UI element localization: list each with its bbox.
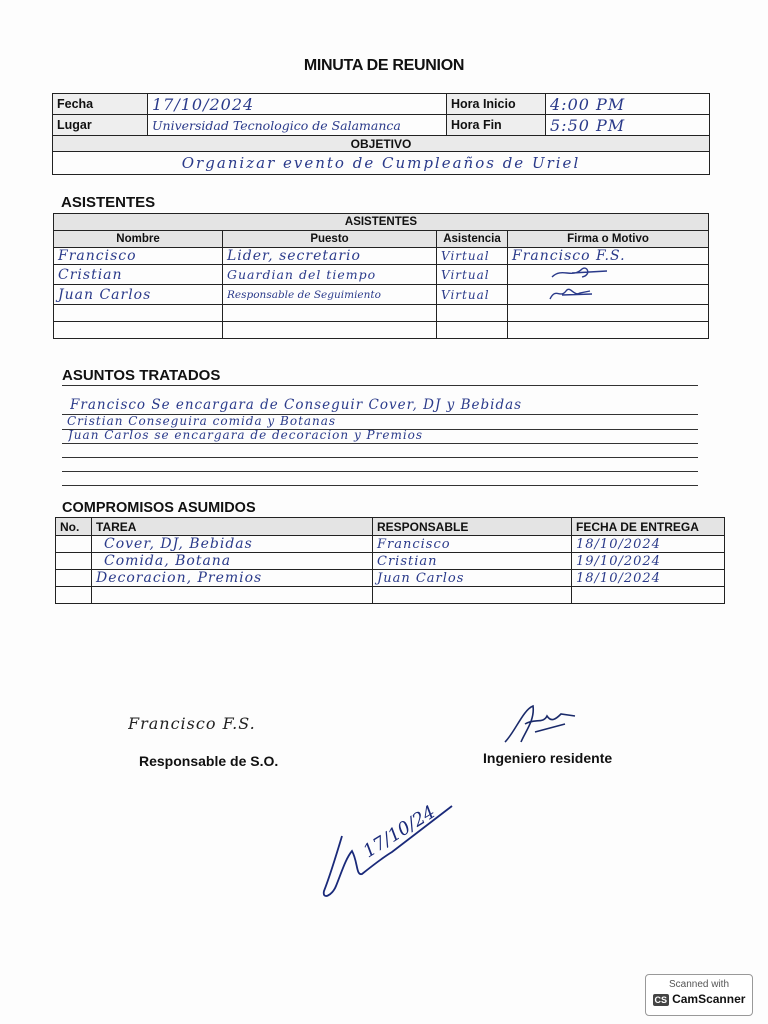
col-no: No. — [56, 518, 92, 536]
lugar-label: Lugar — [53, 115, 148, 136]
compromiso-no — [56, 536, 92, 553]
hora-fin-label: Hora Fin — [447, 115, 546, 136]
compromiso-tarea: Decoracion, Premios — [92, 570, 373, 587]
asunto-line: Juan Carlos se encargara de decoracion y Premios — [68, 428, 424, 442]
compromiso-responsable: Cristian — [373, 553, 572, 570]
table-row — [56, 570, 725, 587]
ingeniero-role-label: Ingeniero residente — [483, 750, 613, 766]
fecha-value: 17/10/2024 — [148, 94, 447, 115]
col-fecha-entrega: FECHA DE ENTREGA — [572, 518, 725, 536]
compromiso-responsable: Juan Carlos — [373, 570, 572, 587]
responsable-signature-name: Francisco F.S. — [128, 714, 256, 733]
lugar-value: Universidad Tecnologico de Salamanca — [148, 115, 447, 136]
asistente-firma-signature — [508, 265, 709, 285]
asistente-asistencia: Virtual — [437, 265, 508, 285]
signature-scribble — [512, 265, 632, 281]
hora-inicio-value: 4:00 PM — [546, 94, 710, 115]
camscanner-name: CamScanner — [672, 992, 746, 1006]
table-row — [54, 248, 709, 265]
compromiso-no — [56, 553, 92, 570]
table-row — [56, 536, 725, 553]
asistentes-table-title: ASISTENTES — [54, 214, 709, 231]
compromiso-tarea: Comida, Botana — [92, 553, 373, 570]
camscanner-badge — [645, 974, 753, 1016]
hora-fin-value: 5:50 PM — [546, 115, 710, 136]
table-row — [54, 265, 709, 285]
table-row — [56, 587, 725, 604]
responsable-role-label: Responsable de S.O. — [139, 753, 279, 769]
camscanner-line1: Scanned with — [668, 979, 730, 990]
compromiso-no — [56, 570, 92, 587]
compromisos-table — [55, 517, 725, 604]
col-asistencia: Asistencia — [437, 231, 508, 248]
compromiso-responsable: Francisco — [373, 536, 572, 553]
asistente-puesto: Guardian del tiempo — [223, 265, 437, 285]
asistente-puesto: Responsable de Seguimiento — [223, 285, 437, 305]
asistente-puesto: Lider, secretario — [223, 248, 437, 265]
table-row — [54, 322, 709, 339]
asistente-firma: Francisco F.S. — [508, 248, 709, 265]
asistente-nombre: Francisco — [54, 248, 223, 265]
asistentes-section-title: ASISTENTES — [61, 194, 156, 211]
table-row — [54, 285, 709, 305]
asistente-asistencia: Virtual — [437, 285, 508, 305]
ingeniero-signature-icon — [495, 702, 585, 748]
table-row — [56, 553, 725, 570]
hora-inicio-label: Hora Inicio — [447, 94, 546, 115]
asistente-nombre: Cristian — [54, 265, 223, 285]
compromisos-section-title: COMPROMISOS ASUMIDOS — [62, 500, 256, 516]
asistente-nombre: Juan Carlos — [54, 285, 223, 305]
document-title: MINUTA DE REUNION — [303, 57, 465, 74]
asuntos-section-title: ASUNTOS TRATADOS — [62, 367, 221, 384]
camscanner-brand — [646, 992, 752, 1006]
date-signature-stamp-icon — [312, 796, 472, 911]
signature-scribble — [512, 285, 632, 301]
asistentes-table — [53, 213, 709, 339]
objetivo-label: OBJETIVO — [53, 136, 710, 152]
table-row — [54, 305, 709, 322]
compromiso-fecha: 18/10/2024 — [572, 536, 725, 553]
col-puesto: Puesto — [223, 231, 437, 248]
asistente-firma-signature — [508, 285, 709, 305]
col-responsable: RESPONSABLE — [373, 518, 572, 536]
asuntos-lines — [62, 385, 698, 490]
compromiso-tarea: Cover, DJ, Bebidas — [92, 536, 373, 553]
stamp-date-text: 17/10/24 — [359, 801, 440, 863]
meeting-header-table — [52, 93, 710, 175]
col-nombre: Nombre — [54, 231, 223, 248]
camscanner-logo-icon: CS — [654, 995, 668, 1005]
fecha-label: Fecha — [53, 94, 148, 115]
asistente-asistencia: Virtual — [437, 248, 508, 265]
objetivo-value: Organizar evento de Cumpleaños de Uriel — [53, 152, 710, 175]
compromiso-fecha: 19/10/2024 — [572, 553, 725, 570]
col-tarea: TAREA — [92, 518, 373, 536]
asunto-line: Francisco Se encargara de Conseguir Cover, DJ y Bebidas — [70, 397, 523, 413]
compromiso-fecha: 18/10/2024 — [572, 570, 725, 587]
col-firma: Firma o Motivo — [508, 231, 709, 248]
asunto-line: Cristian Conseguira comida y Botanas — [67, 414, 337, 428]
